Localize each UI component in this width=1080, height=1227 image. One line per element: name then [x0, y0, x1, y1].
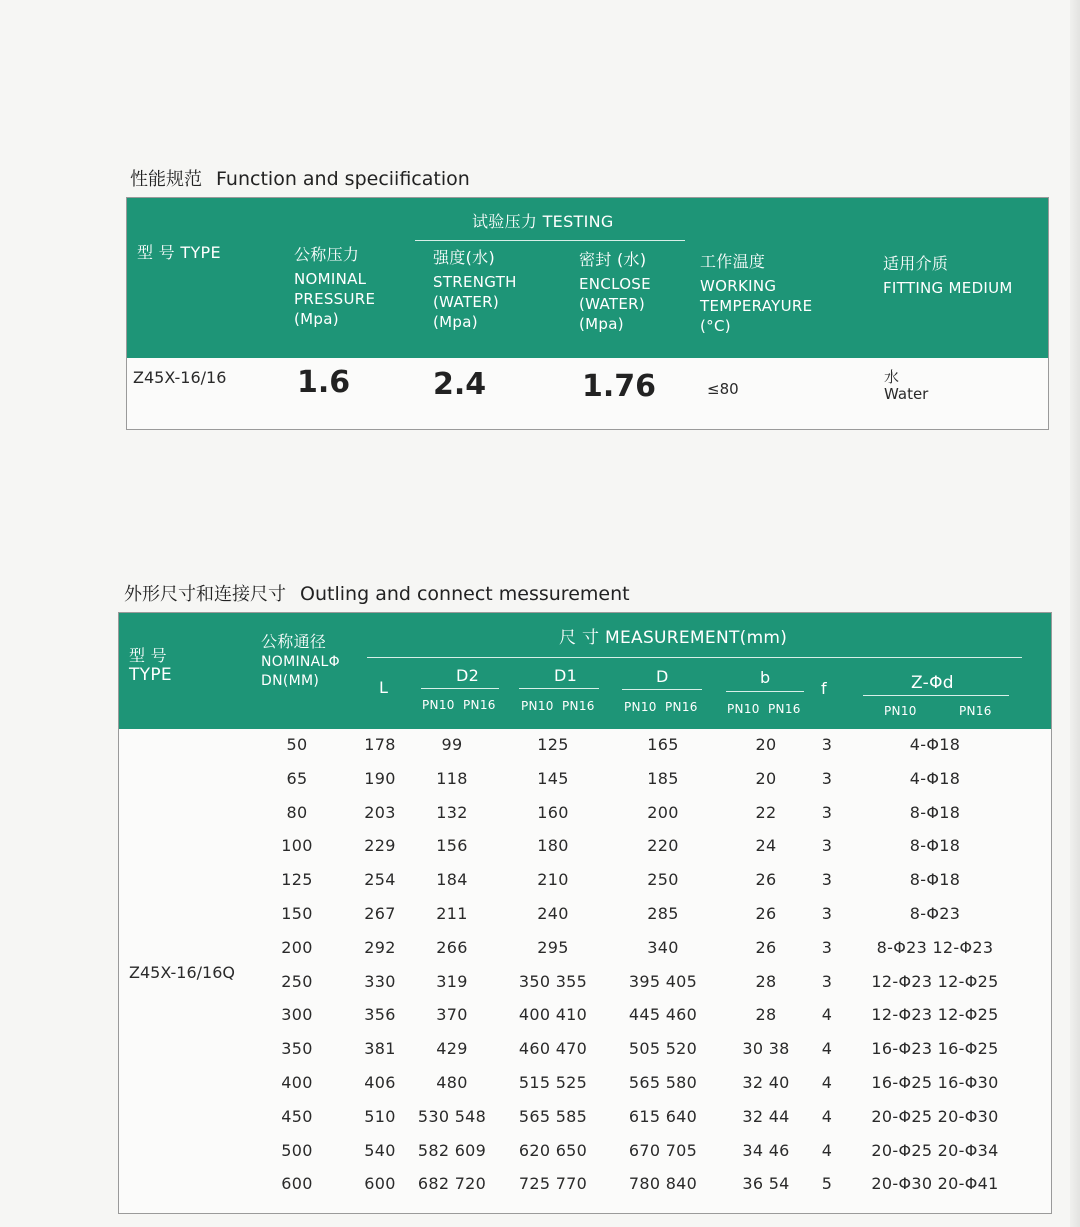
measurement-type: Z45X-16/16Q [129, 963, 235, 982]
cell-zd: 8-Φ18 [909, 802, 961, 822]
cell-f: 4 [821, 1005, 833, 1025]
cell-D2: 480 [436, 1073, 468, 1092]
cell-D1: 725 770 [518, 1174, 588, 1194]
section2-title-en: Outling and connect messurement [300, 583, 630, 605]
header-medium-en: FITTING MEDIUM [883, 279, 1013, 297]
testing-underline [415, 240, 685, 241]
header-measurement: 尺 寸 MEASUREMENT(mm) [559, 628, 788, 648]
cell-b: 32 40 [742, 1073, 790, 1092]
header-D1-pn10: PN10 [521, 699, 554, 713]
cell-D: 340 [647, 937, 679, 957]
cell-D1: 350 355 [518, 971, 588, 991]
row-medium-zh: 水 [884, 368, 900, 386]
cell-L: 292 [364, 937, 396, 957]
cell-D2: 118 [436, 768, 468, 788]
measurement-table [118, 612, 1052, 1214]
header-dn-en: NOMINALΦ [261, 654, 340, 670]
cell-b: 34 46 [742, 1140, 790, 1160]
cell-dn: 600 [281, 1174, 313, 1194]
cell-b: 32 44 [742, 1106, 790, 1126]
cell-D: 445 460 [628, 1005, 698, 1025]
cell-dn: 400 [281, 1073, 313, 1092]
cell-dn: 100 [281, 836, 313, 856]
header-nominal-unit: (Mpa) [294, 310, 339, 328]
measurement-underline [367, 657, 1022, 658]
cell-D1: 145 [537, 768, 569, 788]
header-temp-zh: 工作温度 [700, 252, 766, 271]
header-enclose-en2: (WATER) [579, 295, 645, 313]
cell-zd: 16-Φ25 16-Φ30 [871, 1073, 999, 1092]
header-D-pn10: PN10 [624, 700, 657, 714]
table-row [119, 828, 1051, 862]
cell-zd: 16-Φ23 16-Φ25 [871, 1039, 999, 1059]
cell-dn: 450 [281, 1106, 313, 1126]
cell-zd: 4-Φ18 [909, 768, 961, 788]
header-D-pn16: PN16 [665, 700, 698, 714]
table-row [119, 1133, 1051, 1167]
header-type-zh: 型 号 [129, 646, 167, 665]
cell-L: 381 [364, 1039, 396, 1059]
row-type: Z45X-16/16 [133, 368, 227, 387]
cell-dn: 500 [281, 1140, 313, 1160]
cell-D1: 125 [537, 735, 569, 754]
cell-D: 615 640 [628, 1106, 698, 1126]
cell-f: 3 [821, 904, 833, 923]
cell-D: 670 705 [628, 1140, 698, 1160]
cell-dn: 80 [286, 802, 308, 822]
header-zd-pn16: PN16 [959, 704, 992, 718]
cell-D2: 156 [436, 836, 468, 856]
header-dn-unit: DN(MM) [261, 673, 320, 689]
section2-title-zh: 外形尺寸和连接尺寸 [124, 584, 286, 605]
cell-D1: 240 [537, 904, 569, 923]
header-strength-zh: 强度(水) [433, 248, 495, 267]
header-strength-en1: STRENGTH [433, 273, 517, 291]
cell-f: 4 [821, 1039, 833, 1059]
cell-D: 565 580 [628, 1073, 698, 1092]
cell-dn: 125 [281, 870, 313, 890]
cell-b: 26 [755, 937, 777, 957]
header-temp-unit: (°C) [700, 317, 731, 335]
table-row [119, 1031, 1051, 1065]
cell-zd: 4-Φ18 [909, 735, 961, 754]
header-nominal-zh: 公称压力 [294, 245, 360, 264]
cell-f: 4 [821, 1106, 833, 1126]
table-row [119, 795, 1051, 829]
cell-L: 254 [364, 870, 396, 890]
cell-dn: 350 [281, 1039, 313, 1059]
D-underline [622, 689, 702, 690]
header-zd: Z-Φd [911, 673, 954, 693]
cell-D: 185 [647, 768, 679, 788]
cell-f: 3 [821, 971, 833, 991]
table-row [119, 997, 1051, 1031]
cell-b: 28 [755, 1005, 777, 1025]
header-b: b [760, 668, 771, 687]
cell-D2: 184 [436, 870, 468, 890]
cell-D2: 582 609 [417, 1140, 487, 1160]
row-enclose: 1.76 [582, 369, 657, 404]
table-row [119, 761, 1051, 795]
cell-L: 356 [364, 1005, 396, 1025]
cell-D: 200 [647, 802, 679, 822]
cell-f: 4 [821, 1073, 833, 1092]
table-row [119, 964, 1051, 998]
cell-D: 505 520 [628, 1039, 698, 1059]
cell-L: 600 [364, 1174, 396, 1194]
cell-b: 30 38 [742, 1039, 790, 1059]
table-row [119, 1065, 1051, 1099]
header-strength-unit: (Mpa) [433, 313, 478, 331]
cell-dn: 65 [286, 768, 308, 788]
cell-f: 3 [821, 768, 833, 788]
header-D1-pn16: PN16 [562, 699, 595, 713]
header-b-pn16: PN16 [768, 702, 801, 716]
cell-D2: 429 [436, 1039, 468, 1059]
cell-b: 26 [755, 870, 777, 890]
cell-zd: 12-Φ23 12-Φ25 [871, 971, 999, 991]
row-medium-en: Water [884, 385, 929, 403]
cell-f: 3 [821, 735, 833, 754]
D1-underline [519, 688, 599, 689]
cell-f: 3 [821, 836, 833, 856]
cell-D: 220 [647, 836, 679, 856]
header-enclose-en1: ENCLOSE [579, 275, 651, 293]
header-zd-pn10: PN10 [884, 704, 917, 718]
cell-dn: 50 [286, 735, 308, 754]
cell-b: 28 [755, 971, 777, 991]
measurement-table-header [119, 613, 1051, 729]
table-row [119, 1099, 1051, 1133]
cell-D1: 460 470 [518, 1039, 588, 1059]
cell-dn: 200 [281, 937, 313, 957]
cell-L: 178 [364, 735, 396, 754]
header-type-en: TYPE [129, 665, 172, 685]
cell-b: 20 [755, 768, 777, 788]
section2-title [124, 580, 630, 606]
header-enclose-unit: (Mpa) [579, 315, 624, 333]
cell-f: 3 [821, 802, 833, 822]
header-temp-en2: TEMPERAYURE [700, 297, 813, 315]
cell-D1: 160 [537, 802, 569, 822]
function-table [126, 197, 1049, 430]
cell-b: 22 [755, 802, 777, 822]
header-b-pn10: PN10 [727, 702, 760, 716]
D2-underline [421, 688, 499, 689]
header-D2: D2 [456, 666, 480, 685]
cell-D2: 370 [436, 1005, 468, 1025]
cell-D: 285 [647, 904, 679, 923]
cell-D2: 132 [436, 802, 468, 822]
header-medium-zh: 适用介质 [883, 254, 949, 273]
cell-L: 267 [364, 904, 396, 923]
cell-D2: 99 [441, 735, 463, 754]
table-row [119, 1166, 1051, 1200]
cell-L: 540 [364, 1140, 396, 1160]
cell-dn: 250 [281, 971, 313, 991]
cell-D1: 210 [537, 870, 569, 890]
cell-zd: 12-Φ23 12-Φ25 [871, 1005, 999, 1025]
cell-f: 3 [821, 870, 833, 890]
cell-D2: 266 [436, 937, 468, 957]
cell-b: 26 [755, 904, 777, 923]
header-type: 型 号 TYPE [137, 243, 221, 262]
cell-b: 36 54 [742, 1174, 790, 1194]
cell-D1: 400 410 [518, 1005, 588, 1025]
cell-f: 4 [821, 1140, 833, 1160]
cell-L: 229 [364, 836, 396, 856]
header-nominal-en2: PRESSURE [294, 290, 376, 308]
header-D2-pn10: PN10 [422, 698, 455, 712]
cell-L: 203 [364, 802, 396, 822]
cell-dn: 150 [281, 904, 313, 923]
header-enclose-zh: 密封 (水) [579, 250, 647, 269]
cell-D: 250 [647, 870, 679, 890]
header-D2-pn16: PN16 [463, 698, 496, 712]
header-L: L [379, 678, 389, 697]
cell-D2: 530 548 [417, 1106, 487, 1126]
cell-zd: 20-Φ25 20-Φ30 [871, 1106, 999, 1126]
zd-underline [863, 695, 1009, 696]
section1-title-en: Function and speciification [216, 168, 470, 190]
cell-L: 510 [364, 1106, 396, 1126]
table-row [119, 896, 1051, 930]
cell-D: 395 405 [628, 971, 698, 991]
cell-D1: 515 525 [518, 1073, 588, 1092]
header-temp-en1: WORKING [700, 277, 777, 295]
cell-L: 330 [364, 971, 396, 991]
cell-f: 3 [821, 937, 833, 957]
cell-L: 406 [364, 1073, 396, 1092]
cell-zd: 8-Φ23 [909, 904, 961, 923]
cell-zd: 20-Φ25 20-Φ34 [871, 1140, 999, 1160]
cell-f: 5 [821, 1174, 833, 1194]
cell-zd: 8-Φ18 [909, 870, 961, 890]
header-testing: 试验压力 TESTING [472, 212, 614, 231]
cell-D: 780 840 [628, 1174, 698, 1194]
header-nominal-en1: NOMINAL [294, 270, 367, 288]
cell-b: 20 [755, 735, 777, 754]
function-table-header [127, 198, 1048, 358]
cell-D: 165 [647, 735, 679, 754]
table-row [119, 727, 1051, 761]
cell-L: 190 [364, 768, 396, 788]
header-strength-en2: (WATER) [433, 293, 499, 311]
page-edge [1070, 0, 1080, 1227]
row-temp: ≤80 [707, 380, 739, 398]
section1-title [130, 165, 470, 191]
cell-D2: 682 720 [417, 1174, 487, 1194]
cell-D1: 620 650 [518, 1140, 588, 1160]
b-underline [726, 691, 804, 692]
row-strength: 2.4 [433, 367, 487, 402]
cell-dn: 300 [281, 1005, 313, 1025]
header-dn-zh: 公称通径 [261, 632, 327, 651]
header-D1: D1 [554, 666, 578, 685]
cell-D1: 295 [537, 937, 569, 957]
cell-D1: 180 [537, 836, 569, 856]
row-nominal: 1.6 [297, 365, 351, 400]
cell-D2: 319 [436, 971, 468, 991]
cell-zd: 8-Φ18 [909, 836, 961, 856]
cell-b: 24 [755, 836, 777, 856]
cell-zd: 20-Φ30 20-Φ41 [871, 1174, 999, 1194]
cell-D2: 211 [436, 904, 468, 923]
cell-D1: 565 585 [518, 1106, 588, 1126]
cell-zd: 8-Φ23 12-Φ23 [876, 937, 994, 957]
header-f: f [821, 679, 827, 698]
table-row [119, 930, 1051, 964]
section1-title-zh: 性能规范 [130, 169, 202, 190]
table-row [119, 862, 1051, 896]
header-D: D [656, 667, 669, 686]
